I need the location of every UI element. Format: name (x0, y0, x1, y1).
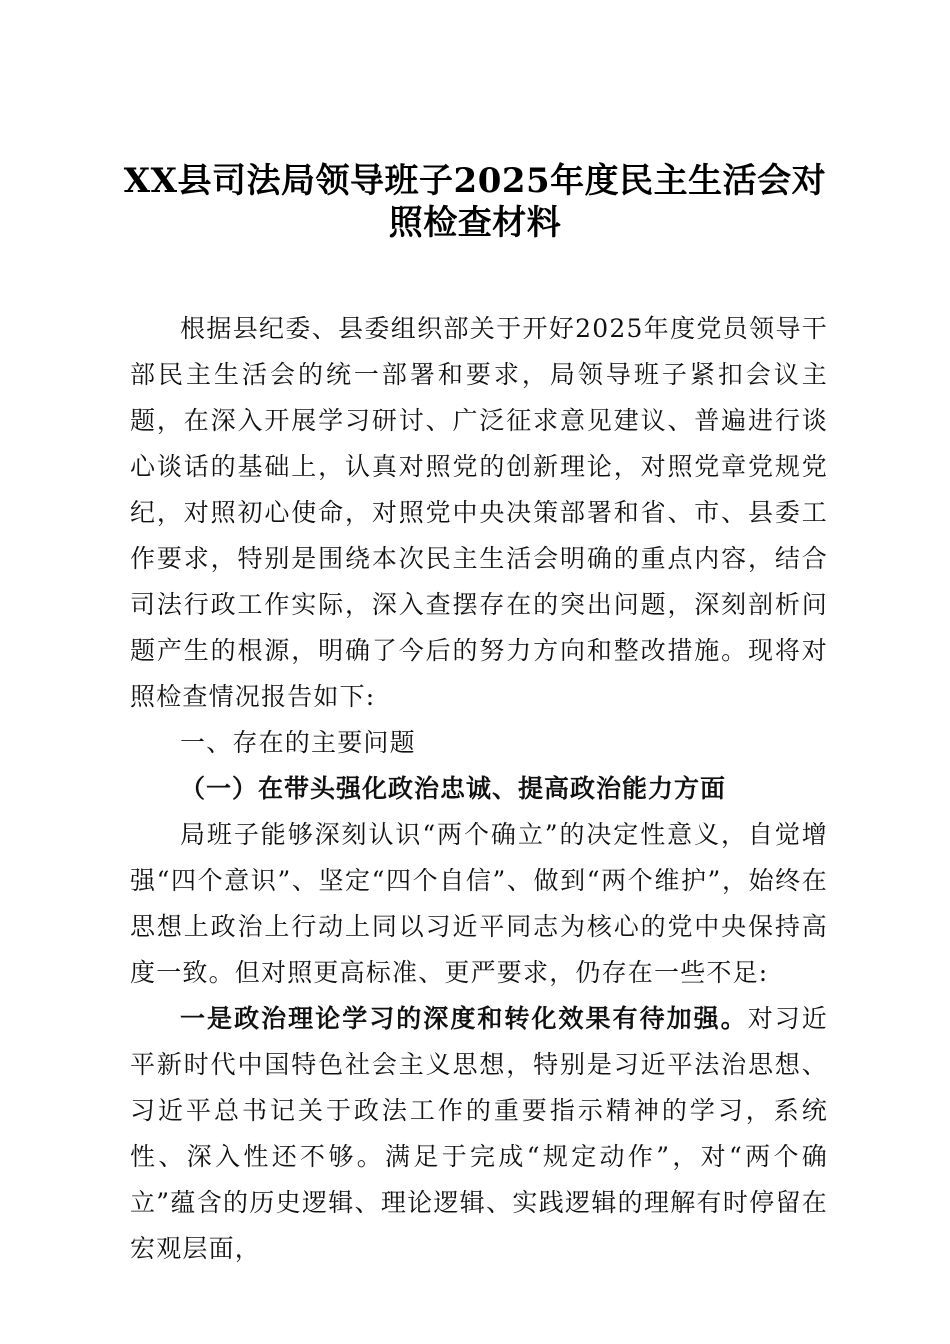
point-text-1: 对习近平新时代中国特色社会主义思想，特别是习近平法治思想、习近平总书记关于政法工作的重要指示精神的学习，系统性、深入性还不够。满足于完成“规定动作”，对“两个确立”蕴含的历史逻辑、理论逻辑、实践逻辑的理解有时停留在宏观层面， (130, 1004, 829, 1263)
intro-paragraph: 根据县纪委、县委组织部关于开好2025年度党员领导干部民主生活会的统一部署和要求，局领导班子紧扣会议主题，在深入开展学习研讨、广泛征求意见建议、普遍进行谈心谈话的基础上，认真对照党的创新理论，对照党章党规党纪，对照初心使命，对照党中央决策部署和省、市、县委工作要求，特别是围绕本次民主生活会明确的重点内容，结合司法行政工作实际，深入查摆存在的突出问题，深刻剖析问题产生的根源，明确了今后的努力方向和整改措施。现将对照检查情况报告如下: (130, 314, 828, 711)
title-line-2: 照检查材料 (388, 203, 562, 243)
section-heading-1: 一、存在的主要问题 (180, 728, 416, 757)
point-paragraph-1 (130, 996, 828, 1272)
document-title (120, 160, 830, 244)
point-lead-1: 一是政治理论学习的深度和转化效果有待加强。 (180, 1004, 748, 1033)
subsection-paragraph-1: 局班子能够深刻认识“两个确立”的决定性意义，自觉增强“四个意识”、坚定“四个自信”、做到“两个维护”，始终在思想上政治上行动上同以习近平同志为核心的党中央保持高度一致。但对照更高标准、更严要求，仍存在一些不足: (130, 820, 828, 987)
document-body (130, 306, 828, 1272)
subsection-heading-1: （一）在带头强化政治忠诚、提高政治能力方面 (180, 774, 727, 803)
title-line-1: XX县司法局领导班子2025年度民主生活会对 (123, 161, 827, 201)
